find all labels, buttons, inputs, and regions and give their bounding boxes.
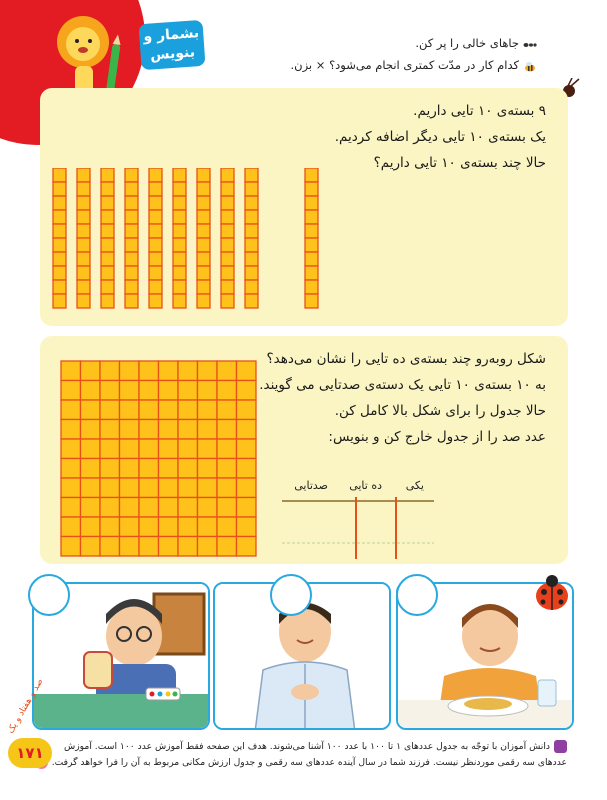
ten-strip-cell: [149, 294, 162, 308]
ten-strip-cell: [77, 224, 90, 238]
hundred-grid-cell: [100, 400, 120, 420]
ten-strip-cell: [197, 210, 210, 224]
hundred-grid-cell: [120, 459, 140, 479]
ten-strip-cell: [53, 224, 66, 238]
hundred-grid-cell: [159, 420, 179, 440]
ten-strip-cell: [77, 280, 90, 294]
ten-strip-cell: [53, 252, 66, 266]
badge-line-1: بشمار و: [142, 25, 200, 45]
tens-line-2: یک بسته‌ی ۱۰ تایی دیگر اضافه کردیم.: [334, 129, 546, 145]
answer-circle-2[interactable]: [270, 574, 312, 616]
hundred-grid-cell: [198, 400, 218, 420]
hundred-grid-cell: [139, 439, 159, 459]
ten-strip-cell: [125, 266, 138, 280]
ten-strip-cell: [149, 168, 162, 182]
ten-strip-cell: [101, 280, 114, 294]
hundred-grid-cell: [81, 381, 101, 401]
ten-strip-cell: [53, 210, 66, 224]
instruction-1: [415, 36, 537, 50]
hundred-grid-cell: [61, 517, 81, 537]
section-badge: [138, 20, 205, 70]
ten-strip-cell: [305, 210, 318, 224]
ten-strip-cell: [197, 224, 210, 238]
ten-strip-cell: [53, 168, 66, 182]
hundred-grid-cell: [237, 517, 257, 537]
ten-strip-cell: [197, 168, 210, 182]
hundred-grid-cell: [61, 420, 81, 440]
ten-strip-cell: [221, 252, 234, 266]
hundred-grid-cell: [139, 478, 159, 498]
instruction-2-text: کدام کار در مدّت کمتری انجام می‌شود؟ × بزن.: [290, 58, 519, 72]
hundred-grid-cell: [61, 478, 81, 498]
ten-strip-cell: [173, 252, 186, 266]
hundred-grid-cell: [120, 400, 140, 420]
ten-strip-cell: [221, 280, 234, 294]
ten-strip-cell: [101, 196, 114, 210]
hundred-grid-cell: [237, 381, 257, 401]
hundred-grid-cell: [139, 498, 159, 518]
hundred-exercise-text: [259, 346, 546, 450]
ten-strip-cell: [149, 196, 162, 210]
tens-exercise-panel: [40, 88, 568, 326]
ten-strip-cell: [245, 238, 258, 252]
ten-strip-cell: [305, 238, 318, 252]
teacher-note-2-text: عددهای سه رقمی موردنظر نیست. فرزند شما در سال آینده عددهای سه رقمی و جدول ارزش مکانی مربوط به آن را فرا خواهد گرفت.: [51, 757, 567, 768]
ten-strip-cell: [245, 210, 258, 224]
hundred-grid-cell: [120, 381, 140, 401]
ten-strip: [149, 168, 162, 308]
hundred-grid-cell: [159, 459, 179, 479]
ten-strip-cell: [125, 238, 138, 252]
hundred-grid-cell: [139, 517, 159, 537]
ten-strip-cell: [53, 182, 66, 196]
hundred-grid-cell: [198, 420, 218, 440]
ten-strip-cell: [101, 224, 114, 238]
ten-strip-cell: [149, 252, 162, 266]
teacher-note-1: [64, 740, 567, 753]
hundred-grid-cell: [100, 420, 120, 440]
ten-strip-cell: [173, 168, 186, 182]
ten-strip: [221, 168, 234, 308]
bee-bullet-icon: [523, 61, 537, 71]
cell-ones[interactable]: [400, 509, 434, 539]
hundred-grid-cell: [198, 498, 218, 518]
ten-strip-cell: [77, 266, 90, 280]
hundred-grid-cell: [237, 459, 257, 479]
ten-strip-cell: [125, 224, 138, 238]
badge-line-2: بنویس: [149, 44, 196, 64]
hundred-grid-cell: [217, 498, 237, 518]
ten-strip-cell: [149, 266, 162, 280]
hundred-grid-cell: [100, 439, 120, 459]
side-label-text: صد و هفتاد و یک: [5, 676, 46, 736]
hundred-grid-cell: [178, 361, 198, 381]
hundred-exercise-panel: [40, 336, 568, 564]
hundred-grid-cell: [139, 381, 159, 401]
header-ones: یکی: [405, 479, 424, 492]
ten-strip-cell: [305, 168, 318, 182]
hundred-grid-cell: [159, 400, 179, 420]
ten-strip-cell: [53, 238, 66, 252]
hundred-grid-cell: [237, 439, 257, 459]
ten-strip-cell: [197, 196, 210, 210]
ten-strip-cell: [101, 252, 114, 266]
ten-strip-cell: [245, 168, 258, 182]
hundred-grid-cell: [61, 361, 81, 381]
hundred-line-2: به ۱۰ بسته‌ی ۱۰ تایی یک دسته‌ی صدتایی می گویند.: [259, 377, 546, 393]
place-value-table: [278, 479, 438, 561]
ten-strip-cell: [125, 252, 138, 266]
hundred-grid: [60, 360, 260, 560]
hundred-grid-cell: [139, 420, 159, 440]
ten-strip-cell: [173, 210, 186, 224]
hundred-grid-cell: [81, 459, 101, 479]
hundred-grid-cell: [139, 459, 159, 479]
hundred-grid-cell: [198, 439, 218, 459]
hundred-grid-cell: [217, 439, 237, 459]
hundred-grid-cell: [178, 498, 198, 518]
tens-strips: [52, 168, 342, 310]
ten-strip-cell: [221, 294, 234, 308]
hundred-grid-cell: [237, 498, 257, 518]
hundred-grid-cell: [159, 361, 179, 381]
hundred-grid-cell: [120, 517, 140, 537]
ten-strip-cell: [221, 210, 234, 224]
hundred-grid-cell: [120, 537, 140, 557]
hundred-grid-cell: [100, 517, 120, 537]
ten-strip-cell: [197, 252, 210, 266]
hundred-grid-cell: [61, 400, 81, 420]
hundred-grid-cell: [237, 361, 257, 381]
hundred-grid-cell: [178, 400, 198, 420]
ten-strip-cell: [197, 266, 210, 280]
hundred-grid-cell: [178, 478, 198, 498]
ten-strip-cell: [245, 280, 258, 294]
ten-strip-cell: [149, 224, 162, 238]
hundred-grid-cell: [198, 459, 218, 479]
hundred-grid-cell: [198, 537, 218, 557]
hundred-grid-cell: [120, 361, 140, 381]
hundred-grid-cell: [237, 420, 257, 440]
hundred-grid-cell: [120, 478, 140, 498]
tens-exercise-text: [335, 98, 546, 176]
hundred-line-3: حالا جدول را برای شکل بالا کامل کن.: [334, 403, 546, 419]
ten-strip-cell: [125, 294, 138, 308]
ten-strip: [77, 168, 90, 308]
hundred-grid-cell: [178, 420, 198, 440]
instruction-2: [290, 58, 537, 72]
ten-strip-cell: [305, 224, 318, 238]
hundred-grid-cell: [217, 517, 237, 537]
hundred-grid-cell: [81, 420, 101, 440]
ten-strip-cell: [101, 238, 114, 252]
header-hundreds: صدتایی: [294, 479, 328, 492]
hundred-grid-cell: [159, 537, 179, 557]
ten-strip-cell: [245, 182, 258, 196]
instruction-1-text: جاهای خالی را پر کن.: [415, 36, 519, 50]
ten-strip-cell: [197, 182, 210, 196]
ten-strip-cell: [77, 210, 90, 224]
ten-strip-cell: [77, 252, 90, 266]
ten-strip-cell: [149, 238, 162, 252]
ten-strip-cell: [245, 266, 258, 280]
hundred-grid-cell: [100, 381, 120, 401]
hundred-grid-cell: [100, 459, 120, 479]
hundred-grid-cell: [159, 498, 179, 518]
hundred-grid-cell: [217, 400, 237, 420]
ten-strip-cell: [197, 294, 210, 308]
header-tens: ده تایی: [349, 479, 382, 492]
tens-line-3: حالا چند بسته‌ی ۱۰ تایی داریم؟: [373, 155, 546, 171]
ten-strip: [305, 168, 318, 308]
answer-circle-3[interactable]: [396, 574, 438, 616]
side-label-decoration: [4, 676, 48, 740]
hundred-grid-cell: [198, 361, 218, 381]
ten-strip-cell: [305, 252, 318, 266]
ten-strip-cell: [77, 238, 90, 252]
ten-strip-cell: [53, 280, 66, 294]
ten-strip-cell: [173, 196, 186, 210]
ten-strip-cell: [77, 182, 90, 196]
hundred-grid-cell: [81, 517, 101, 537]
ten-strip-cell: [173, 224, 186, 238]
hundred-grid-cell: [100, 361, 120, 381]
ten-strip-cell: [221, 196, 234, 210]
hundred-grid-cell: [100, 478, 120, 498]
hundred-grid-cell: [120, 498, 140, 518]
ten-strip-cell: [125, 210, 138, 224]
hundred-grid-cell: [120, 420, 140, 440]
hundred-grid-cell: [100, 537, 120, 557]
hundred-grid-cell: [178, 517, 198, 537]
hundred-grid-cell: [61, 381, 81, 401]
ten-strip: [197, 168, 210, 308]
hundred-line-4: عدد صد را از جدول خارج کن و بنویس:: [328, 429, 546, 445]
ten-strip-cell: [173, 294, 186, 308]
hundred-grid-cell: [159, 439, 179, 459]
hundred-grid-cell: [159, 478, 179, 498]
hundred-grid-cell: [217, 420, 237, 440]
hundred-grid-cell: [159, 381, 179, 401]
hundred-grid-cell: [139, 537, 159, 557]
ten-strip-cell: [221, 182, 234, 196]
hundred-grid-cell: [178, 439, 198, 459]
ten-strip-cell: [101, 210, 114, 224]
ten-strip-cell: [221, 238, 234, 252]
page-number: ۱۷۱: [8, 738, 52, 768]
ladybug-icon: [530, 572, 574, 614]
hundred-grid-cell: [81, 498, 101, 518]
ten-strip-cell: [149, 210, 162, 224]
note-book-icon: [554, 740, 567, 753]
hundred-grid-cell: [198, 517, 218, 537]
hundred-grid-cell: [81, 478, 101, 498]
hundred-grid-cell: [61, 537, 81, 557]
ten-strip-cell: [245, 224, 258, 238]
ten-strip-cell: [305, 280, 318, 294]
ten-strip: [173, 168, 186, 308]
hundred-grid-cell: [217, 361, 237, 381]
ten-strip-cell: [245, 252, 258, 266]
hundred-line-1: شکل روبه‌رو چند بسته‌ی ده تایی را نشان می‌دهد؟: [266, 351, 546, 367]
ten-strip-cell: [173, 280, 186, 294]
ten-strip-cell: [197, 238, 210, 252]
hundred-grid-cell: [81, 439, 101, 459]
hundred-grid-cell: [217, 381, 237, 401]
tens-line-1: ۹ بسته‌ی ۱۰ تایی داریم.: [413, 103, 546, 119]
cell-hundreds[interactable]: [284, 509, 352, 539]
ten-strip-cell: [125, 280, 138, 294]
hundred-grid-cell: [178, 459, 198, 479]
ten-strip-cell: [173, 182, 186, 196]
ten-strip-cell: [53, 196, 66, 210]
ten-strip: [125, 168, 138, 308]
ten-strip-cell: [53, 294, 66, 308]
ten-strip: [245, 168, 258, 308]
ten-strip-cell: [305, 196, 318, 210]
ten-strip-cell: [77, 196, 90, 210]
ten-strip-cell: [101, 168, 114, 182]
hundred-grid-cell: [159, 517, 179, 537]
ten-strip-cell: [305, 182, 318, 196]
cell-tens[interactable]: [360, 509, 392, 539]
hundred-grid-cell: [81, 400, 101, 420]
hundred-grid-cell: [198, 478, 218, 498]
hundred-grid-cell: [81, 361, 101, 381]
ten-strip-cell: [77, 294, 90, 308]
ten-strip-cell: [221, 266, 234, 280]
hundred-grid-cell: [198, 381, 218, 401]
hundred-grid-cell: [237, 537, 257, 557]
answer-circle-1[interactable]: [28, 574, 70, 616]
hundred-grid-cell: [178, 381, 198, 401]
ten-strip-cell: [173, 266, 186, 280]
hundred-grid-cell: [139, 361, 159, 381]
ten-strip-cell: [125, 168, 138, 182]
hundred-grid-cell: [100, 498, 120, 518]
hundred-grid-cell: [217, 478, 237, 498]
ten-strip-cell: [221, 224, 234, 238]
ten-strip-cell: [305, 266, 318, 280]
hundred-grid-cell: [81, 537, 101, 557]
hundred-grid-cell: [120, 439, 140, 459]
hundred-grid-cell: [237, 400, 257, 420]
teacher-note-2: [31, 756, 567, 769]
ten-strip-cell: [149, 182, 162, 196]
ten-strip-cell: [101, 182, 114, 196]
hundred-grid-cell: [178, 537, 198, 557]
hundred-grid-cell: [237, 478, 257, 498]
ten-strip-cell: [245, 196, 258, 210]
hundred-grid-cell: [61, 439, 81, 459]
hundred-grid-cell: [61, 498, 81, 518]
ten-strip-cell: [245, 294, 258, 308]
ten-strip-cell: [149, 280, 162, 294]
hundred-grid-cell: [139, 400, 159, 420]
ten-strip-cell: [101, 294, 114, 308]
hundred-grid-cell: [217, 537, 237, 557]
ten-strip-cell: [77, 168, 90, 182]
ten-strip: [101, 168, 114, 308]
hundred-grid-cell: [217, 459, 237, 479]
ten-strip-cell: [305, 294, 318, 308]
ten-strip-cell: [197, 280, 210, 294]
ten-strip-cell: [125, 182, 138, 196]
ant-bullet-icon: [523, 39, 537, 49]
ten-strip-cell: [125, 196, 138, 210]
ten-strip-cell: [101, 266, 114, 280]
ten-strip-cell: [53, 266, 66, 280]
teacher-note-1-text: دانش آموزان با توجّه به جدول عددهای ۱ تا ۱۰۰ با عدد ۱۰۰ آشنا می‌شوند. هدف این صفحه فقط آموزش عدد ۱۰۰ است. آموزش: [64, 741, 550, 752]
ten-strip-cell: [173, 238, 186, 252]
ten-strip-cell: [221, 168, 234, 182]
ten-strip: [53, 168, 66, 308]
hundred-grid-cell: [61, 459, 81, 479]
